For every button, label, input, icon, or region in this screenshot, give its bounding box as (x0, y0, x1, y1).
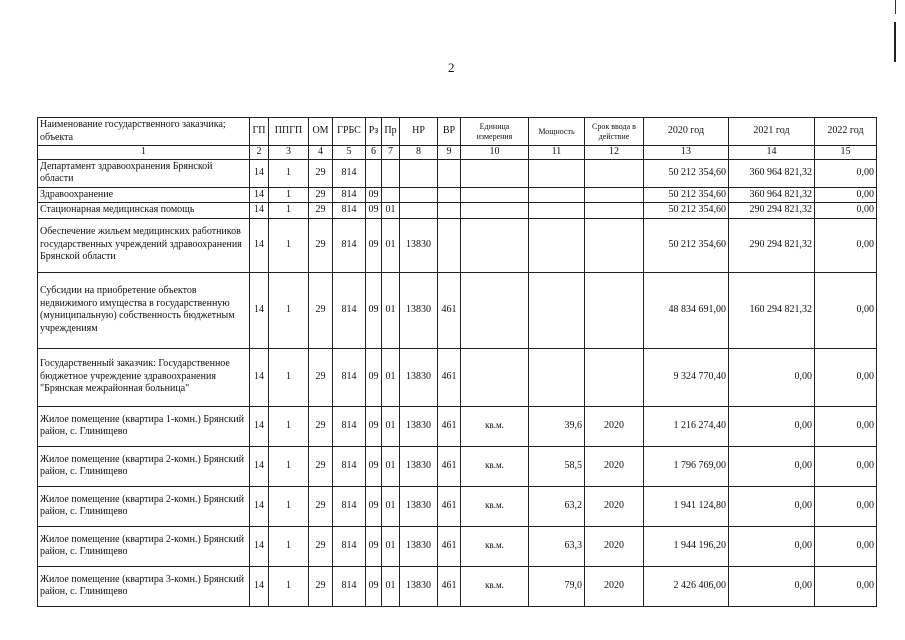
page-edge-mark (894, 22, 896, 62)
table-cell: 14 (250, 203, 269, 219)
table-cell: 1 941 124,80 (644, 486, 729, 526)
table-cell (366, 159, 382, 187)
table-cell: 29 (309, 348, 333, 406)
table-cell: кв.м. (461, 446, 529, 486)
table-cell (529, 272, 585, 348)
table-cell: кв.м. (461, 406, 529, 446)
table-cell: 1 (269, 159, 309, 187)
table-cell: 01 (382, 446, 400, 486)
table-row (38, 486, 877, 526)
table-cell: 814 (333, 159, 366, 187)
table-cell (461, 159, 529, 187)
table-cell: 0,00 (815, 187, 877, 203)
table-cell: 29 (309, 526, 333, 566)
table-cell (461, 187, 529, 203)
column-index: 2 (250, 146, 269, 160)
table-cell: 14 (250, 446, 269, 486)
table-cell: 1 (269, 406, 309, 446)
column-header: Срок ввода в действие (585, 118, 644, 146)
table-cell: 48 834 691,00 (644, 272, 729, 348)
column-header: Мощность (529, 118, 585, 146)
table-cell: 0,00 (815, 203, 877, 219)
table-cell (461, 272, 529, 348)
table-cell (529, 218, 585, 272)
table-cell: 1 (269, 203, 309, 219)
table-cell: 461 (438, 566, 461, 606)
table-cell (585, 203, 644, 219)
table-cell: 39,6 (529, 406, 585, 446)
table-cell: 2020 (585, 406, 644, 446)
table-cell: 09 (366, 187, 382, 203)
table-cell (585, 348, 644, 406)
table-cell (382, 159, 400, 187)
table-cell: 814 (333, 348, 366, 406)
table-cell: 814 (333, 272, 366, 348)
table-body (38, 159, 877, 606)
table-cell: 09 (366, 348, 382, 406)
table-cell: 1 (269, 446, 309, 486)
row-name-cell: Субсидии на приобретение объектов недвижимого имущества в государственную (муниципальную) собственность бюджетным учреждениям (38, 272, 250, 348)
table-cell: 290 294 821,32 (729, 203, 815, 219)
table-cell: 0,00 (815, 446, 877, 486)
table-cell (400, 187, 438, 203)
column-header: ППГП (269, 118, 309, 146)
table-cell: 814 (333, 187, 366, 203)
row-name-cell: Жилое помещение (квартира 3-комн.) Брянский район, с. Глинищево (38, 566, 250, 606)
table-cell: 29 (309, 203, 333, 219)
table-cell: 01 (382, 406, 400, 446)
table-cell: 01 (382, 218, 400, 272)
column-header: Рз (366, 118, 382, 146)
table-cell: 50 212 354,60 (644, 218, 729, 272)
table-cell: 50 212 354,60 (644, 203, 729, 219)
table-cell: кв.м. (461, 486, 529, 526)
column-header: ГП (250, 118, 269, 146)
table-cell: 461 (438, 272, 461, 348)
table-cell: 14 (250, 187, 269, 203)
table-cell: 814 (333, 486, 366, 526)
column-header: 2021 год (729, 118, 815, 146)
table-row (38, 526, 877, 566)
row-name-cell: Жилое помещение (квартира 2-комн.) Брянский район, с. Глинищево (38, 526, 250, 566)
table-cell: 814 (333, 406, 366, 446)
table-cell: 09 (366, 203, 382, 219)
table-cell: 14 (250, 526, 269, 566)
table-row (38, 159, 877, 187)
column-header: Пр (382, 118, 400, 146)
table-cell (529, 348, 585, 406)
table-cell: 13830 (400, 348, 438, 406)
table-cell: 160 294 821,32 (729, 272, 815, 348)
column-index: 15 (815, 146, 877, 160)
table-cell: 2 426 406,00 (644, 566, 729, 606)
table-row (38, 348, 877, 406)
table-cell: 14 (250, 486, 269, 526)
table-cell (438, 218, 461, 272)
table-cell (585, 187, 644, 203)
column-index: 14 (729, 146, 815, 160)
table-cell: 0,00 (729, 486, 815, 526)
table-cell (585, 159, 644, 187)
table-cell (461, 218, 529, 272)
column-index: 5 (333, 146, 366, 160)
table-cell: 814 (333, 566, 366, 606)
table-row (38, 218, 877, 272)
table-cell: 461 (438, 348, 461, 406)
row-name-cell: Жилое помещение (квартира 2-комн.) Брянский район, с. Глинищево (38, 446, 250, 486)
table-cell: 1 (269, 566, 309, 606)
table-cell: 461 (438, 486, 461, 526)
table-cell: 1 944 196,20 (644, 526, 729, 566)
table-cell: 14 (250, 566, 269, 606)
table-cell (461, 348, 529, 406)
table-cell: 01 (382, 272, 400, 348)
table-cell: 0,00 (815, 348, 877, 406)
table-cell: 814 (333, 446, 366, 486)
table-cell (529, 159, 585, 187)
table-cell: 2020 (585, 526, 644, 566)
table-cell: 29 (309, 218, 333, 272)
column-index: 6 (366, 146, 382, 160)
table-cell (529, 203, 585, 219)
table-cell: 50 212 354,60 (644, 159, 729, 187)
table-cell (529, 187, 585, 203)
column-index: 9 (438, 146, 461, 160)
row-name-cell: Департамент здравоохранения Брянской области (38, 159, 250, 187)
table-cell: 1 (269, 272, 309, 348)
column-index: 4 (309, 146, 333, 160)
table-cell: 58,5 (529, 446, 585, 486)
column-index: 1 (38, 146, 250, 160)
table-cell: 01 (382, 203, 400, 219)
column-index: 10 (461, 146, 529, 160)
column-index: 12 (585, 146, 644, 160)
table-cell: 814 (333, 218, 366, 272)
table-cell: 09 (366, 446, 382, 486)
table-cell: 09 (366, 486, 382, 526)
table-cell: 1 216 274,40 (644, 406, 729, 446)
table-cell: 814 (333, 203, 366, 219)
table-cell: 13830 (400, 218, 438, 272)
table-cell: 29 (309, 187, 333, 203)
column-index: 13 (644, 146, 729, 160)
column-header: ОМ (309, 118, 333, 146)
column-header: 2020 год (644, 118, 729, 146)
column-header: Наименование государственного заказчика; объекта (38, 118, 250, 146)
table-cell (382, 187, 400, 203)
table-cell: 29 (309, 446, 333, 486)
row-name-cell: Жилое помещение (квартира 2-комн.) Брянский район, с. Глинищево (38, 486, 250, 526)
table-cell: 63,3 (529, 526, 585, 566)
table-cell: 1 (269, 187, 309, 203)
row-name-cell: Жилое помещение (квартира 1-комн.) Брянский район, с. Глинищево (38, 406, 250, 446)
table-cell: 29 (309, 406, 333, 446)
table-cell: 29 (309, 486, 333, 526)
table-cell: 14 (250, 272, 269, 348)
table-cell: 290 294 821,32 (729, 218, 815, 272)
table-cell: 1 (269, 218, 309, 272)
table-row (38, 272, 877, 348)
table-cell: 0,00 (729, 446, 815, 486)
column-index: 3 (269, 146, 309, 160)
row-name-cell: Стационарная медицинская помощь (38, 203, 250, 219)
table-cell: 0,00 (815, 526, 877, 566)
table-header-row (38, 118, 877, 146)
table-cell: 01 (382, 348, 400, 406)
table-cell: 360 964 821,32 (729, 187, 815, 203)
table-cell: 09 (366, 272, 382, 348)
column-index: 7 (382, 146, 400, 160)
table-cell: 9 324 770,40 (644, 348, 729, 406)
table-row (38, 566, 877, 606)
table-cell (461, 203, 529, 219)
table-cell: 0,00 (815, 159, 877, 187)
table-cell: 09 (366, 526, 382, 566)
budget-table (37, 117, 877, 607)
table-cell: 13830 (400, 272, 438, 348)
table-row (38, 187, 877, 203)
row-name-cell: Здравоохранение (38, 187, 250, 203)
row-name-cell: Обеспечение жильем медицинских работников государственных учреждений здравоохранения Брянской области (38, 218, 250, 272)
table-cell: 0,00 (815, 566, 877, 606)
table-cell: 461 (438, 406, 461, 446)
table-cell (400, 159, 438, 187)
column-header: ВР (438, 118, 461, 146)
table-cell: 50 212 354,60 (644, 187, 729, 203)
table-cell: 1 (269, 486, 309, 526)
table-cell: 13830 (400, 406, 438, 446)
table-cell: 13830 (400, 446, 438, 486)
table-cell (585, 272, 644, 348)
table-cell (400, 203, 438, 219)
table-row (38, 203, 877, 219)
table-cell: 09 (366, 566, 382, 606)
table-cell: 0,00 (729, 406, 815, 446)
column-index: 11 (529, 146, 585, 160)
table-cell: 0,00 (729, 526, 815, 566)
table-cell: 2020 (585, 446, 644, 486)
table-cell: кв.м. (461, 526, 529, 566)
column-header: ГРБС (333, 118, 366, 146)
table-cell: 1 796 769,00 (644, 446, 729, 486)
table-cell: 461 (438, 446, 461, 486)
table-cell: 79,0 (529, 566, 585, 606)
table-cell: 0,00 (815, 406, 877, 446)
table-cell: кв.м. (461, 566, 529, 606)
table-cell: 14 (250, 406, 269, 446)
table-cell: 0,00 (815, 486, 877, 526)
table-cell: 13830 (400, 486, 438, 526)
page-edge-mark (895, 0, 896, 14)
table-cell: 13830 (400, 526, 438, 566)
table-cell: 0,00 (729, 566, 815, 606)
table-cell: 13830 (400, 566, 438, 606)
column-index-row (38, 146, 877, 160)
row-name-cell: Государственный заказчик: Государственное бюджетное учреждение здравоохранения "Брянская межрайонная больница" (38, 348, 250, 406)
table-cell: 09 (366, 218, 382, 272)
column-index: 8 (400, 146, 438, 160)
table-cell: 14 (250, 348, 269, 406)
table-cell: 29 (309, 159, 333, 187)
table-cell: 01 (382, 566, 400, 606)
table-cell (438, 187, 461, 203)
table-cell (438, 203, 461, 219)
table-row (38, 446, 877, 486)
table-cell: 14 (250, 159, 269, 187)
table-cell: 63,2 (529, 486, 585, 526)
table-cell: 01 (382, 526, 400, 566)
table-cell: 360 964 821,32 (729, 159, 815, 187)
table-cell: 29 (309, 566, 333, 606)
table-cell (585, 218, 644, 272)
table-cell: 1 (269, 348, 309, 406)
column-header: 2022 год (815, 118, 877, 146)
table-cell: 814 (333, 526, 366, 566)
table-cell: 14 (250, 218, 269, 272)
table-cell: 0,00 (815, 218, 877, 272)
table-cell: 0,00 (815, 272, 877, 348)
table-cell: 09 (366, 406, 382, 446)
column-header: Единица измерения (461, 118, 529, 146)
table-cell: 29 (309, 272, 333, 348)
table-cell: 1 (269, 526, 309, 566)
table-cell: 2020 (585, 566, 644, 606)
table-cell: 2020 (585, 486, 644, 526)
column-header: НР (400, 118, 438, 146)
table-cell: 461 (438, 526, 461, 566)
table-cell (438, 159, 461, 187)
table-row (38, 406, 877, 446)
table-cell: 01 (382, 486, 400, 526)
table-cell: 0,00 (729, 348, 815, 406)
page-number: 2 (448, 60, 455, 75)
